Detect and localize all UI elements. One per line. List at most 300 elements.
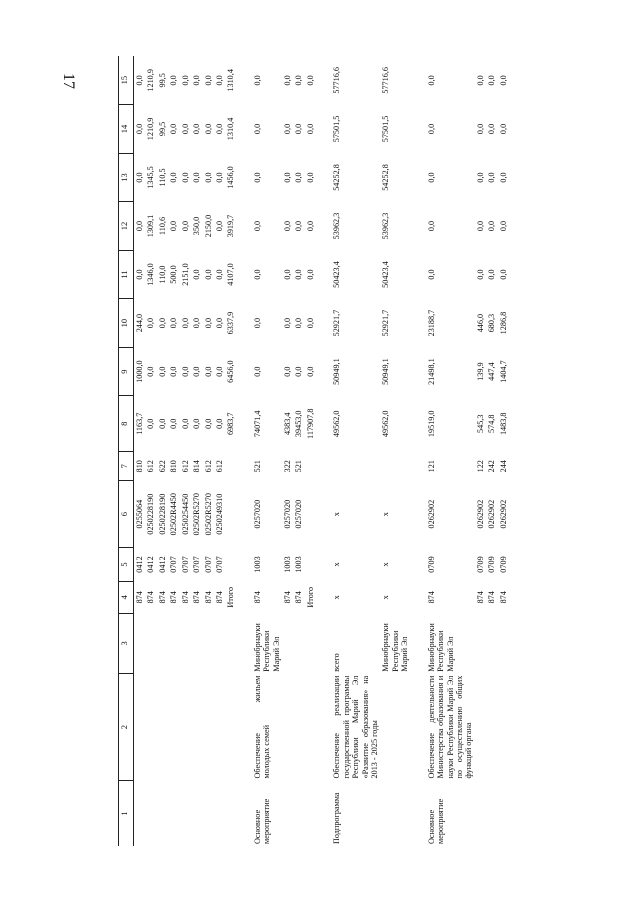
cell-col-9: 6456,0 xyxy=(226,360,236,383)
cell-col-12: 0,0 xyxy=(214,220,224,232)
cell-col-5: 0707 xyxy=(169,556,179,573)
cell-col-11: 1346,0 xyxy=(146,263,156,286)
cell-col-9: 0,0 xyxy=(294,366,304,377)
cell-col-6: 0257020 xyxy=(252,499,262,529)
cell-col-11: 0,0 xyxy=(135,269,144,280)
cell-col-14: 0,0 xyxy=(252,123,262,135)
cell-col-15: 0,0 xyxy=(498,75,508,86)
cell-col-6: 0250228190 xyxy=(146,493,156,535)
cell-col-7: 121 xyxy=(426,460,436,473)
cell-col-13: 0,0 xyxy=(180,172,190,183)
cell-col-11: 0,0 xyxy=(283,269,293,280)
table-row xyxy=(244,56,282,846)
cell-col-15: 1210,9 xyxy=(146,69,156,92)
cell-col-9: 139,9 xyxy=(475,362,485,381)
cell-col-3: Минобрнауки Республики Марий Эл xyxy=(252,623,281,672)
cell-col-14: 0,0 xyxy=(135,123,144,135)
cell-col-12: 2150,0 xyxy=(203,214,213,238)
cell-col-8: 0,0 xyxy=(157,418,167,429)
cell-col-4: 874 xyxy=(135,591,144,604)
cell-col-6: 02502R5270 xyxy=(203,493,213,536)
cell-col-4: 874 xyxy=(252,591,262,604)
cell-col-6: 0250228190 xyxy=(157,493,167,535)
cell-col-5: 0707 xyxy=(192,556,202,573)
cell-col-2 xyxy=(134,674,146,781)
cell-col-3 xyxy=(225,613,243,674)
cell-col-10: 0,0 xyxy=(192,317,202,329)
cell-col-10: 680,3 xyxy=(487,313,497,333)
cell-col-6: 0262902 xyxy=(498,499,508,529)
cell-col-10: 0,0 xyxy=(203,317,213,329)
cell-col-14: 0,0 xyxy=(283,123,293,135)
cell-col-1 xyxy=(475,780,486,846)
cell-col-4: 874 xyxy=(146,591,156,604)
cell-col-1 xyxy=(214,780,225,846)
cell-col-11: 0,0 xyxy=(192,269,202,280)
cell-col-15: 0,0 xyxy=(475,75,485,86)
col-header-12: 12 xyxy=(119,202,134,251)
table-row xyxy=(282,56,293,846)
cell-col-2 xyxy=(145,674,156,781)
cell-col-14: 0,0 xyxy=(214,123,224,135)
cell-col-2 xyxy=(293,674,304,781)
cell-col-2: Обеспечение жильем молодых семей xyxy=(252,675,272,779)
cell-col-1 xyxy=(168,780,179,846)
cell-col-10: 0,0 xyxy=(214,317,224,329)
cell-col-7: 322 xyxy=(283,460,293,473)
cell-col-8: 49562,0 xyxy=(332,410,342,438)
cell-col-4: 874 xyxy=(487,591,497,604)
table-row xyxy=(157,56,168,846)
cell-col-11: 0,0 xyxy=(487,269,497,280)
cell-col-3 xyxy=(191,613,202,674)
cell-col-11: 50423,4 xyxy=(381,261,391,288)
cell-col-15: 0,0 xyxy=(426,75,436,86)
cell-col-1 xyxy=(180,780,191,846)
cell-col-8: 49562,0 xyxy=(381,410,391,438)
cell-col-4: x xyxy=(381,595,391,600)
cell-col-7 xyxy=(380,452,417,481)
cell-col-11: 4107,0 xyxy=(226,263,236,286)
cell-col-6: 0250249310 xyxy=(214,493,224,535)
cell-col-3 xyxy=(498,613,509,674)
cell-col-1 xyxy=(157,780,168,846)
cell-col-15: 57716,6 xyxy=(381,67,391,94)
cell-col-9: 447,4 xyxy=(487,362,497,381)
cell-col-14: 0,0 xyxy=(203,123,213,135)
cell-col-3 xyxy=(214,613,225,674)
budget-table xyxy=(118,56,509,846)
col-header-2: 2 xyxy=(119,674,134,781)
cell-col-9: 1404,7 xyxy=(498,360,508,383)
cell-col-4: 874 xyxy=(283,591,293,604)
cell-col-4: Итого xyxy=(226,586,236,608)
cell-col-2 xyxy=(180,674,191,781)
cell-col-4: 874 xyxy=(475,591,485,604)
cell-col-7 xyxy=(305,452,323,481)
cell-col-9: 21498,1 xyxy=(426,358,436,385)
cell-col-8: 39453,0 xyxy=(294,410,304,438)
cell-col-15: 0,0 xyxy=(180,75,190,86)
cell-col-11: 0,0 xyxy=(305,269,315,280)
table-row xyxy=(214,56,225,846)
cell-col-12: 0,0 xyxy=(252,220,262,232)
col-header-10: 10 xyxy=(119,299,134,348)
cell-col-14: 1210,9 xyxy=(146,117,156,141)
cell-col-2 xyxy=(380,674,417,781)
cell-col-14: 1310,4 xyxy=(226,117,236,141)
col-header-14: 14 xyxy=(119,105,134,154)
cell-col-10: 446,0 xyxy=(475,313,485,333)
cell-col-13: 0,0 xyxy=(305,172,315,183)
cell-col-8: 0,0 xyxy=(203,418,213,429)
cell-col-8: 74071,4 xyxy=(252,410,262,438)
cell-col-1 xyxy=(486,780,497,846)
cell-col-4: x xyxy=(332,595,342,600)
cell-col-5: x xyxy=(332,562,342,567)
cell-col-13: 1345,5 xyxy=(146,166,156,189)
cell-col-1 xyxy=(191,780,202,846)
cell-col-8: 6983,7 xyxy=(226,412,236,436)
cell-col-9: 0,0 xyxy=(146,366,156,377)
rotated-table-container xyxy=(118,56,626,846)
cell-col-7: 814 xyxy=(192,460,202,473)
cell-col-13: 0,0 xyxy=(169,172,179,183)
cell-col-1 xyxy=(225,780,243,846)
cell-col-7: 244 xyxy=(498,460,508,473)
cell-col-10: 0,0 xyxy=(294,317,304,329)
cell-col-11: 0,0 xyxy=(203,269,213,280)
cell-col-6: 0262902 xyxy=(487,499,497,529)
cell-col-2 xyxy=(498,674,509,781)
cell-col-11: 0,0 xyxy=(475,269,485,280)
cell-col-13: 110,5 xyxy=(157,168,167,187)
table-row xyxy=(145,56,156,846)
cell-col-5: 0709 xyxy=(487,556,497,573)
cell-col-15: 57716,6 xyxy=(332,67,342,94)
cell-col-13: 0,0 xyxy=(214,172,224,183)
cell-col-11: 2151,0 xyxy=(180,263,190,286)
cell-col-15: 0,0 xyxy=(294,75,304,86)
cell-col-6: 0262902 xyxy=(426,499,436,529)
cell-col-8: 0,0 xyxy=(169,418,179,429)
cell-col-11: 0,0 xyxy=(294,269,304,280)
cell-col-13: 0,0 xyxy=(283,172,293,183)
cell-col-7: 810 xyxy=(135,460,144,473)
cell-col-10: 0,0 xyxy=(283,317,293,329)
cell-col-4: 874 xyxy=(214,591,224,604)
cell-col-12: 0,0 xyxy=(294,220,304,232)
cell-col-12: 350,0 xyxy=(192,216,202,236)
cell-col-6: 0257020 xyxy=(294,499,304,529)
cell-col-6 xyxy=(305,481,323,548)
cell-col-5: 1003 xyxy=(283,556,293,573)
table-row xyxy=(225,56,243,846)
cell-col-8: 19519,0 xyxy=(426,410,436,438)
cell-col-13: 0,0 xyxy=(475,172,485,183)
table-row xyxy=(203,56,214,846)
cell-col-3: Минобрнауки Республики Марий Эл xyxy=(426,623,455,672)
col-header-3: 3 xyxy=(119,613,134,674)
cell-col-12: 53962,3 xyxy=(332,212,342,240)
cell-col-12: 0,0 xyxy=(487,220,497,232)
cell-col-13: 0,0 xyxy=(135,172,144,183)
cell-col-3 xyxy=(305,613,323,674)
cell-col-11: 500,0 xyxy=(169,265,179,284)
cell-col-4: 874 xyxy=(426,591,436,604)
cell-col-10: 0,0 xyxy=(305,317,315,329)
cell-col-9: 0,0 xyxy=(214,366,224,377)
cell-col-5: x xyxy=(381,562,391,567)
col-header-1: 1 xyxy=(119,780,134,846)
cell-col-3 xyxy=(282,613,293,674)
col-header-7: 7 xyxy=(119,452,134,481)
cell-col-10: 0,0 xyxy=(252,317,262,329)
cell-col-10: 0,0 xyxy=(146,317,156,329)
cell-col-9: 0,0 xyxy=(305,366,315,377)
col-header-8: 8 xyxy=(119,396,134,452)
cell-col-13: 1456,0 xyxy=(226,166,236,189)
cell-col-14: 0,0 xyxy=(487,123,497,135)
cell-col-9: 0,0 xyxy=(283,366,293,377)
header-row xyxy=(119,56,134,846)
col-header-11: 11 xyxy=(119,250,134,299)
cell-col-9: 0,0 xyxy=(169,366,179,377)
cell-col-6: 0250254450 xyxy=(180,493,190,535)
cell-col-10: 1286,8 xyxy=(498,311,508,335)
cell-col-10: 244,0 xyxy=(135,313,144,333)
cell-col-10: 52921,7 xyxy=(332,309,342,337)
cell-col-5: 0709 xyxy=(475,556,485,573)
cell-col-15: 0,0 xyxy=(169,75,179,86)
cell-col-13: 54252,8 xyxy=(332,164,342,191)
cell-col-3 xyxy=(475,613,486,674)
cell-col-5: 0709 xyxy=(498,556,508,573)
cell-col-1 xyxy=(498,780,509,846)
cell-col-5: 0707 xyxy=(180,556,190,573)
cell-col-5 xyxy=(225,548,243,582)
cell-col-1 xyxy=(134,780,146,846)
col-header-4: 4 xyxy=(119,581,134,613)
cell-col-13: 0,0 xyxy=(203,172,213,183)
cell-col-5: 0707 xyxy=(214,556,224,573)
cell-col-15: 0,0 xyxy=(283,75,293,86)
cell-col-5: 0412 xyxy=(157,556,167,573)
table-row xyxy=(305,56,323,846)
cell-col-5: 0707 xyxy=(203,556,213,573)
cell-col-12: 0,0 xyxy=(426,220,436,232)
cell-col-4: 874 xyxy=(192,591,202,604)
cell-col-7: 612 xyxy=(146,460,156,473)
cell-col-12: 0,0 xyxy=(305,220,315,232)
table-body xyxy=(134,56,510,846)
cell-col-9: 0,0 xyxy=(192,366,202,377)
cell-col-10: 0,0 xyxy=(157,317,167,329)
col-header-5: 5 xyxy=(119,548,134,582)
table-row xyxy=(168,56,179,846)
table-row xyxy=(475,56,486,846)
cell-col-7: 612 xyxy=(203,460,213,473)
cell-col-5: 1003 xyxy=(252,556,262,573)
cell-col-12: 0,0 xyxy=(169,220,179,232)
cell-col-1 xyxy=(145,780,156,846)
cell-col-7: 622 xyxy=(157,460,167,473)
cell-col-2 xyxy=(282,674,293,781)
cell-col-15: 0,0 xyxy=(487,75,497,86)
cell-col-12: 110,6 xyxy=(157,216,167,236)
cell-col-6: 02502R4450 xyxy=(169,493,179,536)
cell-col-13: 0,0 xyxy=(498,172,508,183)
cell-col-4: 874 xyxy=(180,591,190,604)
cell-col-2 xyxy=(191,674,202,781)
cell-col-8: 0,0 xyxy=(146,418,156,429)
cell-col-1 xyxy=(380,780,417,846)
cell-col-2: Обеспечение деятельности Министерства образования и науки Республики Марий Эл по осуществлению общих функций органа xyxy=(426,675,474,779)
cell-col-12: 0,0 xyxy=(498,220,508,232)
col-header-6: 6 xyxy=(119,481,134,548)
cell-col-14: 0,0 xyxy=(169,123,179,135)
cell-col-9: 0,0 xyxy=(252,366,262,377)
cell-col-5: 1003 xyxy=(294,556,304,573)
table-row xyxy=(323,56,380,846)
cell-col-6: x xyxy=(332,512,342,517)
cell-col-8: 545,3 xyxy=(475,414,485,433)
cell-col-9: 0,0 xyxy=(203,366,213,377)
cell-col-10: 0,0 xyxy=(169,317,179,329)
cell-col-14: 0,0 xyxy=(426,123,436,135)
cell-col-7: 521 xyxy=(252,460,262,473)
cell-col-15: 0,0 xyxy=(214,75,224,86)
cell-col-7 xyxy=(323,452,380,481)
cell-col-2 xyxy=(168,674,179,781)
cell-col-14: 0,0 xyxy=(192,123,202,135)
table-row xyxy=(418,56,475,846)
table-row xyxy=(293,56,304,846)
cell-col-12: 3919,7 xyxy=(226,214,236,238)
col-header-15: 15 xyxy=(119,56,134,105)
cell-col-13: 0,0 xyxy=(192,172,202,183)
cell-col-2 xyxy=(157,674,168,781)
cell-col-1 xyxy=(203,780,214,846)
cell-col-15: 0,0 xyxy=(135,75,144,86)
cell-col-2 xyxy=(225,674,243,781)
cell-col-3: всего xyxy=(332,653,342,672)
cell-col-15: 0,0 xyxy=(203,75,213,86)
table-row xyxy=(486,56,497,846)
cell-col-13: 0,0 xyxy=(426,172,436,183)
cell-col-6: x xyxy=(381,512,391,517)
cell-col-1 xyxy=(293,780,304,846)
cell-col-7: 521 xyxy=(294,460,304,473)
cell-col-9: 0,0 xyxy=(180,366,190,377)
cell-col-2 xyxy=(203,674,214,781)
cell-col-12: 0,0 xyxy=(283,220,293,232)
cell-col-8: 4383,4 xyxy=(283,412,293,436)
table-row xyxy=(180,56,191,846)
cell-col-4: 874 xyxy=(169,591,179,604)
cell-col-10: 6337,9 xyxy=(226,311,236,335)
cell-col-7: 242 xyxy=(487,460,497,473)
cell-col-4: 874 xyxy=(294,591,304,604)
cell-col-12: 1309,1 xyxy=(146,214,156,238)
cell-col-8: 117907,8 xyxy=(305,408,315,439)
cell-col-9: 1000,0 xyxy=(135,360,144,383)
cell-col-14: 0,0 xyxy=(305,123,315,135)
cell-col-8: 1483,8 xyxy=(498,412,508,436)
cell-col-4: 874 xyxy=(157,591,167,604)
cell-col-3 xyxy=(168,613,179,674)
cell-col-14: 57501,5 xyxy=(332,115,342,143)
cell-col-1 xyxy=(305,780,323,846)
cell-col-8: 0,0 xyxy=(180,418,190,429)
cell-col-1: Подпрограмма xyxy=(332,792,342,844)
cell-col-3 xyxy=(180,613,191,674)
cell-col-11: 0,0 xyxy=(498,269,508,280)
cell-col-2 xyxy=(486,674,497,781)
cell-col-14: 0,0 xyxy=(294,123,304,135)
cell-col-7: 810 xyxy=(169,460,179,473)
cell-col-3 xyxy=(157,613,168,674)
cell-col-15: 1310,4 xyxy=(226,69,236,92)
cell-col-12: 53962,3 xyxy=(381,212,391,240)
cell-col-7: 612 xyxy=(214,460,224,473)
cell-col-10: 0,0 xyxy=(180,317,190,329)
page-number: 17 xyxy=(60,73,77,89)
cell-col-6 xyxy=(225,481,243,548)
cell-col-15: 0,0 xyxy=(305,75,315,86)
cell-col-15: 0,0 xyxy=(192,75,202,86)
cell-col-14: 0,0 xyxy=(498,123,508,135)
col-header-13: 13 xyxy=(119,153,134,202)
cell-col-1: Основное мероприятие xyxy=(252,798,272,844)
cell-col-12: 0,0 xyxy=(135,220,144,232)
cell-col-9: 50949,1 xyxy=(381,358,391,385)
cell-col-13: 0,0 xyxy=(487,172,497,183)
cell-col-5: 0709 xyxy=(426,556,436,573)
cell-col-6: 02502R5270 xyxy=(192,493,202,536)
cell-col-15: 0,0 xyxy=(252,75,262,86)
cell-col-9: 50949,1 xyxy=(332,358,342,385)
cell-col-10: 52921,7 xyxy=(381,309,391,337)
cell-col-13: 0,0 xyxy=(294,172,304,183)
cell-col-4: Итого xyxy=(305,586,315,608)
cell-col-6: 0255064 xyxy=(135,499,144,529)
cell-col-3 xyxy=(486,613,497,674)
cell-col-4: 874 xyxy=(203,591,213,604)
cell-col-14: 0,0 xyxy=(475,123,485,135)
cell-col-1: Основное мероприятие xyxy=(426,798,446,844)
cell-col-8: 574,8 xyxy=(487,414,497,433)
cell-col-8: 1163,7 xyxy=(135,412,144,435)
cell-col-8: 0,0 xyxy=(214,418,224,429)
table-row xyxy=(134,56,146,846)
cell-col-4: 874 xyxy=(498,591,508,604)
col-header-9: 9 xyxy=(119,347,134,396)
cell-col-13: 0,0 xyxy=(252,172,262,183)
cell-col-13: 54252,8 xyxy=(381,164,391,191)
cell-col-7: 612 xyxy=(180,460,190,473)
cell-col-5 xyxy=(305,548,323,582)
cell-col-3 xyxy=(134,613,146,674)
cell-col-2 xyxy=(305,674,323,781)
cell-col-14: 99,5 xyxy=(157,121,167,137)
cell-col-11: 0,0 xyxy=(252,269,262,280)
cell-col-2: Обеспечение реализации государственной программы Республики Марий Эл «Развитие образования» на 2013 - 2025 годы xyxy=(332,675,380,779)
cell-col-11: 110,0 xyxy=(157,265,167,284)
cell-col-1 xyxy=(282,780,293,846)
cell-col-7 xyxy=(225,452,243,481)
table-row xyxy=(380,56,417,846)
